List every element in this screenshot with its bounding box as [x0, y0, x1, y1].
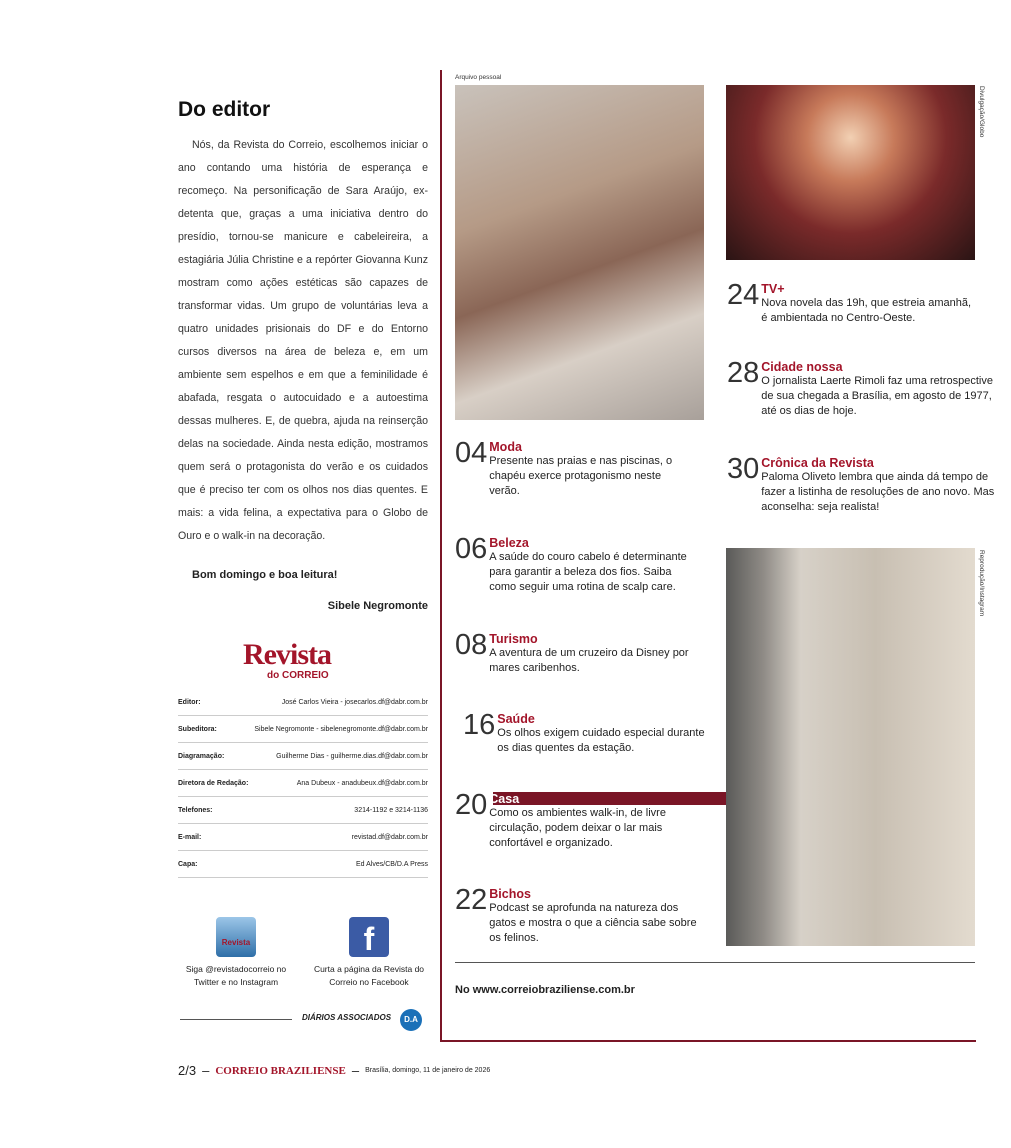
logo-main: Revista	[243, 638, 331, 671]
issue-date: Brasília, domingo, 11 de janeiro de 2026	[365, 1067, 491, 1074]
toc-entry[interactable]	[727, 358, 1001, 419]
toc-entry[interactable]	[727, 280, 976, 326]
staff-role: Subeditora:	[178, 725, 217, 733]
photo-walk-in-closet	[726, 548, 975, 946]
toc-entry[interactable]	[455, 630, 699, 676]
staff-role: Telefones:	[178, 806, 213, 814]
staff-row	[178, 797, 428, 824]
newspaper-brand: CORREIO BRAZILIENSE	[215, 1064, 346, 1077]
logo-sub: do CORREIO	[267, 670, 329, 681]
facebook-block[interactable]	[309, 917, 429, 989]
toc-section-title: Cidade nossa	[761, 360, 843, 374]
toc-page-number: 30	[727, 453, 760, 485]
photo-credit: Arquivo pessoal	[455, 74, 502, 81]
staff-role: Diagramação:	[178, 752, 225, 760]
toc-description: Nova novela das 19h, que estreia amanhã, é ambientada no Centro-Oeste.	[761, 297, 972, 324]
website-link[interactable]: No www.correiobraziliense.com.br	[455, 984, 635, 996]
revista-logo	[243, 640, 363, 681]
toc-description: Podcast se aprofunda na natureza dos gatos e mostra o que a ciência sabe sobre os felinos.	[489, 902, 697, 944]
staff-role: Editor:	[178, 698, 201, 706]
editor-title: Do editor	[178, 98, 271, 121]
toc-page-number: 04	[455, 437, 488, 469]
staff-value: 3214-1192 e 3214-1136	[354, 806, 428, 814]
toc-section-title: Bichos	[489, 887, 531, 901]
diarios-associados-label: DIÁRIOS ASSOCIADOS	[302, 1013, 392, 1022]
staff-box	[178, 689, 428, 878]
photo-credit: Reprodução/Instagram	[978, 550, 985, 617]
staff-role: E-mail:	[178, 833, 202, 841]
staff-role: Capa:	[178, 860, 198, 868]
toc-page-number: 22	[455, 884, 488, 916]
toc-page-number: 06	[455, 533, 488, 565]
staff-value: revistad.df@dabr.com.br	[351, 833, 428, 841]
separator: –	[351, 1063, 360, 1078]
staff-row	[178, 770, 428, 797]
toc-page-number: 24	[727, 279, 760, 311]
toc-section-title: Crônica da Revista	[761, 456, 874, 470]
toc-entry[interactable]	[455, 534, 699, 595]
staff-row	[178, 851, 428, 878]
page-number: 2/3	[178, 1063, 197, 1078]
toc-description: Como os ambientes walk-in, de livre circulação, podem deixar o lar mais confortável e organizado.	[489, 807, 666, 849]
toc-description: Paloma Oliveto lembra que ainda dá tempo de fazer a listinha de resoluções de ano novo. Mas aconselha: seja realista!	[761, 471, 995, 513]
toc-section-title: Saúde	[497, 712, 535, 726]
facebook-text: Curta a página da Revista do Correio no Facebook	[313, 964, 425, 987]
toc-entry[interactable]	[727, 454, 1006, 515]
toc-description: A aventura de um cruzeiro da Disney por mares caribenhos.	[489, 647, 689, 674]
divider	[455, 962, 975, 963]
toc-entry[interactable]	[463, 710, 707, 756]
staff-row	[178, 743, 428, 770]
toc-description: Os olhos exigem cuidado especial durante os dias quentes da estação.	[497, 727, 705, 754]
toc-section-title: TV+	[761, 282, 785, 296]
da-logo-icon: D.A	[400, 1009, 422, 1031]
staff-value: Guilherme Dias - guilherme.dias.df@dabr.com.br	[276, 752, 428, 760]
facebook-icon[interactable]: f	[349, 917, 389, 957]
staff-value: Sibele Negromonte - sibelenegromonte.df@dabr.com.br	[254, 725, 428, 733]
toc-entry[interactable]	[455, 885, 699, 946]
toc-description: O jornalista Laerte Rimoli faz uma retrospective de sua chegada a Brasília, em agosto de 1977, até os dias de hoje.	[761, 375, 993, 417]
toc-page-number: 16	[463, 709, 496, 741]
toc-page-number: 20	[455, 789, 488, 821]
signature: Sibele Negromonte	[327, 600, 428, 612]
toc-description: A saúde do couro cabelo é determinante para garantir a beleza dos fios. Saiba como seguir uma rotina de scalp care.	[489, 551, 687, 593]
toc-entry[interactable]	[455, 790, 714, 851]
toc-page-number: 08	[455, 629, 488, 661]
photo-selfie-hat	[455, 85, 704, 420]
staff-row	[178, 824, 428, 851]
divider	[180, 1019, 292, 1020]
staff-value: Ana Dubeux - anadubeux.df@dabr.com.br	[296, 779, 428, 787]
photo-tv-cast	[726, 85, 975, 260]
toc-description: Presente nas praias e nas piscinas, o chapéu exerce protagonismo neste verão.	[489, 455, 673, 497]
frame-line	[440, 70, 442, 1042]
staff-row	[178, 689, 428, 716]
staff-role: Diretora de Redação:	[178, 779, 249, 787]
toc-section-title: Beleza	[489, 536, 529, 550]
staff-value: Ed Alves/CB/D.A Press	[356, 860, 428, 868]
twitter-block[interactable]	[176, 917, 296, 989]
twitter-icon[interactable]: Revista	[216, 917, 256, 957]
page-footer	[178, 1063, 490, 1078]
toc-entry[interactable]	[455, 438, 689, 499]
toc-section-title: Casa	[489, 792, 520, 806]
frame-line	[440, 1040, 976, 1042]
twitter-text: Siga @revistadocorreio no Twitter e no Instagram	[185, 964, 287, 987]
photo-credit: Divulgação/Globo	[978, 86, 985, 138]
editor-body: Nós, da Revista do Correio, escolhemos iniciar o ano contando uma história de esperança e recomeço. Na personificação de Sara Araújo, ex-detenta que, graças a uma iniciativa dentro do presídio, tornou-se manicure e cabeleireira, a estagiária Júlia Christine e a repórter Giovanna Kunz mostram como ações estéticas são capazes de transformar vidas. Um grupo de voluntárias leva a quatro unidades prisionais do DF e do Entorno cursos diversos na área de beleza e, em um ambiente sem espelhos e em que a feminilidade é abafada, resgata o autocuidado e a autoestima dessas mulheres. E, de quebra, ajuda na reinserção delas na sociedade. Ainda nesta edição, mostramos quem será o protagonista do verão e os cuidados que é preciso ter com os olhos nos dias quentes. E mais: a vida felina, a expectativa para o Globo de Ouro e o walk-in na decoração.	[178, 139, 428, 542]
separator: –	[202, 1063, 210, 1078]
toc-section-title: Moda	[489, 440, 522, 454]
toc-section-title: Turismo	[489, 632, 538, 646]
staff-row	[178, 716, 428, 743]
staff-value: José Carlos Vieira - josecarlos.df@dabr.com.br	[281, 698, 428, 706]
greeting: Bom domingo e boa leitura!	[192, 569, 338, 581]
toc-page-number: 28	[727, 357, 760, 389]
